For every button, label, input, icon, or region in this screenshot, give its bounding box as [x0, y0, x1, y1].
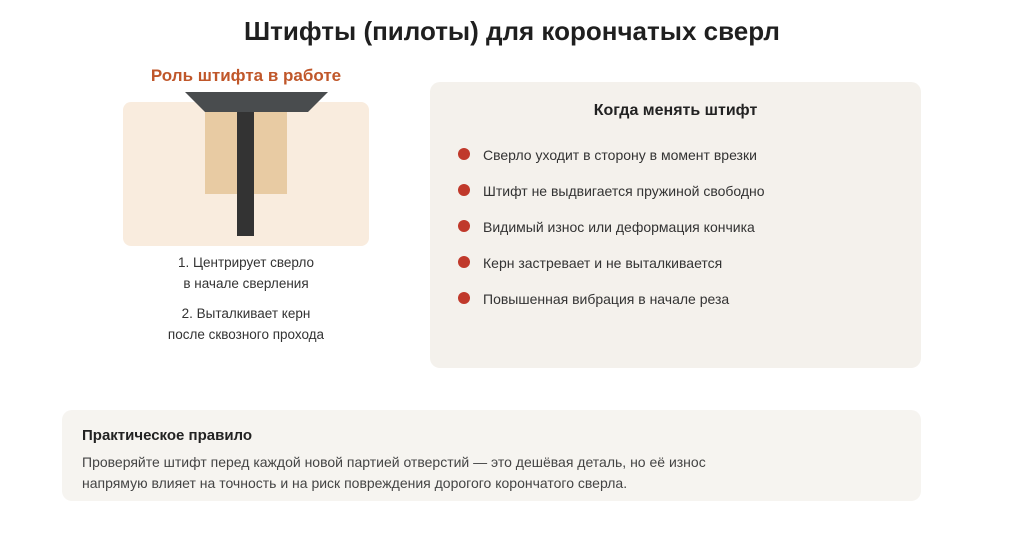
caption-line: 1. Центрирует сверло — [177, 255, 314, 270]
bullet-icon — [458, 292, 470, 304]
caption-ejecting — [123, 303, 369, 345]
list-item-text: Сверло уходит в сторону в момент врезки — [483, 147, 757, 163]
role-captions — [123, 252, 369, 354]
bullet-icon — [458, 220, 470, 232]
list-item-text: Видимый износ или деформация кончика — [483, 219, 755, 235]
list-item — [458, 216, 765, 252]
list-item — [458, 180, 765, 216]
pilot-diagram — [123, 92, 369, 246]
when-to-replace-list — [458, 144, 765, 324]
list-item — [458, 144, 765, 180]
list-item-text: Штифт не выдвигается пружиной свободно — [483, 183, 765, 199]
list-item — [458, 288, 765, 324]
bullet-icon — [458, 184, 470, 196]
cutter-head — [185, 92, 328, 112]
role-section-title: Роль штифта в работе — [150, 66, 342, 85]
when-to-replace-card — [430, 82, 921, 368]
page-title: Штифты (пилоты) для корончатых сверл — [244, 16, 780, 46]
list-item — [458, 252, 765, 288]
bullet-icon — [458, 148, 470, 160]
list-item-text: Повышенная вибрация в начале реза — [483, 291, 730, 307]
caption-centering — [123, 252, 369, 294]
practical-rule-card — [62, 410, 921, 501]
when-to-replace-title: Когда менять штифт — [593, 102, 758, 119]
practical-rule-title: Практическое правило — [82, 427, 253, 444]
caption-line: после сквозного прохода — [167, 327, 325, 342]
caption-line: в начале сверления — [183, 276, 309, 291]
list-item-text: Керн застревает и не выталкивается — [483, 255, 723, 271]
caption-line: 2. Выталкивает керн — [181, 306, 311, 321]
practical-rule-text: Проверяйте штифт перед каждой новой партией отверстий — это дешёвая деталь, но её износ напрямую влияет на точность и на риск повреждения дорогого корончатого сверла. — [82, 454, 706, 491]
bullet-icon — [458, 256, 470, 268]
pilot-pin — [237, 112, 254, 236]
